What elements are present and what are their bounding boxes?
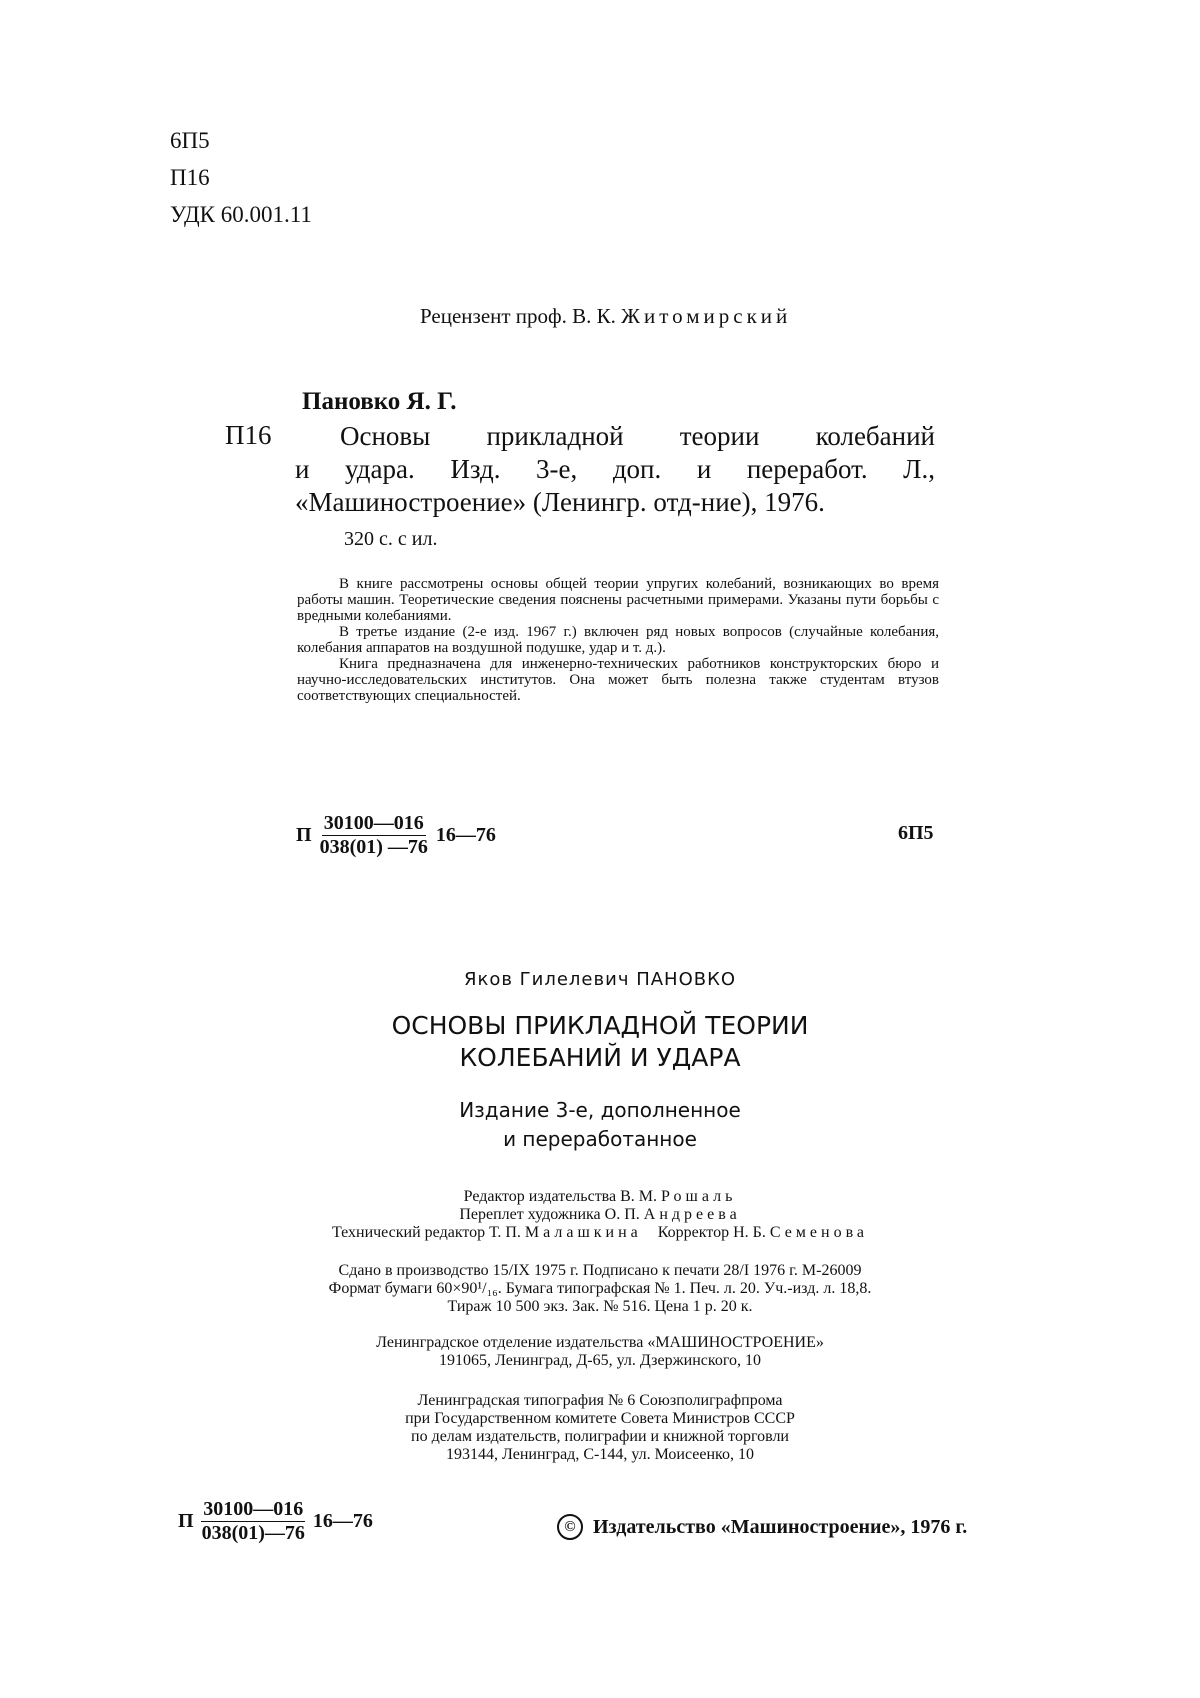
printer-line: по делам издательств, полиграфии и книжной торговли [411, 1428, 789, 1445]
index-code-bottom [178, 1498, 373, 1545]
publisher-address [0, 1334, 1200, 1370]
classification-codes [170, 122, 312, 233]
printer-line: Ленинградская типография № 6 Союзполиграфпрома [417, 1392, 783, 1409]
copyright-symbol: © [564, 1518, 576, 1535]
abstract-paragraph: В третье издание (2-е изд. 1967 г.) включен ряд новых вопросов (случайные колебания, колебания аппаратов на воздушной подушке, удар и т. д.). [297, 624, 939, 656]
edition-line-1: Издание 3-е, дополненное [459, 1098, 741, 1122]
abstract [297, 576, 939, 704]
card-pages: 320 с. с ил. [344, 528, 438, 550]
index-prefix: П [178, 1510, 194, 1532]
author-first-name: Яков Гилелевич [463, 969, 630, 990]
reviewer-line [420, 304, 791, 329]
publisher-line: 191065, Ленинград, Д-65, ул. Дзержинского, 10 [439, 1352, 761, 1369]
edition-line-2: и переработанное [503, 1127, 697, 1151]
credits [0, 1188, 1200, 1242]
printer-line: 193144, Ленинград, С-144, ул. Моисеенко, 10 [445, 1446, 755, 1463]
card-line-3: «Машиностроение» (Ленингр. отд-ние), 1976. [295, 487, 825, 517]
credit-cover [0, 1206, 1200, 1224]
abstract-paragraph: В книге рассмотрены основы общей теории упругих колебаний, возникающих во время работы машин. Теоретические сведения пояснены расчетными примерами. Указаны пути борьбы с вредными колебаниями. [297, 576, 939, 624]
author-mark: П16 [170, 165, 210, 190]
credit-cover-label: Переплет художника О. П. [459, 1206, 640, 1223]
bbk-code: 6П5 [170, 128, 210, 153]
printer-address [0, 1392, 1200, 1464]
index-prefix: П [296, 824, 312, 846]
imprint-line: Тираж 10 500 экз. Зак. № 516. Цена 1 р. 20 к. [447, 1298, 753, 1315]
credit-editor-label: Редактор издательства В. М. [463, 1188, 658, 1205]
title-line-1: ОСНОВЫ ПРИКЛАДНОЙ ТЕОРИИ [391, 1011, 809, 1040]
index-right-code: 6П5 [898, 822, 934, 844]
credit-cover-name: Андреева [643, 1206, 741, 1223]
author-last-name: ПАНОВКО [636, 969, 737, 990]
index-denominator: 038(01) —76 [319, 836, 428, 858]
index-fraction [318, 812, 430, 859]
card-line-1: Основы прикладной теории колебаний [340, 421, 935, 451]
printer-line: при Государственном комитете Совета Министров СССР [405, 1410, 795, 1427]
credit-editor [0, 1188, 1200, 1206]
index-numerator: 30100—016 [323, 812, 424, 834]
card-line-2: и удара. Изд. 3-е, доп. и переработ. Л., [295, 454, 935, 484]
copyright-text: Издательство «Машиностроение», 1976 г. [593, 1515, 968, 1538]
imprint [0, 1262, 1200, 1316]
index-denominator: 038(01)—76 [201, 1522, 305, 1544]
index-suffix: 16—76 [435, 824, 496, 846]
card-description [295, 420, 935, 519]
credit-tech-name: Малашкина [524, 1224, 642, 1241]
index-code-top [296, 812, 496, 859]
card-author: Пановко Я. Г. [302, 388, 457, 415]
credit-tech-label: Технический редактор Т. П. [331, 1224, 521, 1241]
card-code: П16 [225, 420, 272, 450]
title-line-2: КОЛЕБАНИЙ И УДАРА [459, 1043, 741, 1072]
credit-corrector-label: Корректор Н. Б. [657, 1224, 766, 1241]
credit-editor-name: Рошаль [661, 1188, 737, 1205]
imprint-line: Формат бумаги 60×90¹/₁₆. Бумага типографская № 1. Печ. л. 20. Уч.-изд. л. 18,8. [328, 1280, 872, 1297]
index-fraction [200, 1498, 307, 1545]
reviewer-prefix: Рецензент проф. В. К. [420, 304, 616, 328]
copyright [557, 1514, 967, 1540]
book-title [0, 1010, 1200, 1074]
index-numerator: 30100—016 [203, 1498, 304, 1520]
abstract-paragraph: Книга предназначена для инженерно-технических работников конструкторских бюро и научно-исследовательских институтов. Она может быть полезна также студентам втузов соответствующих специальностей. [297, 656, 939, 704]
edition [0, 1096, 1200, 1154]
copyright-icon [557, 1514, 583, 1540]
imprint-line: Сдано в производство 15/IX 1975 г. Подписано к печати 28/I 1976 г. М-26009 [338, 1262, 862, 1279]
title-author [0, 969, 1200, 990]
credit-corrector-name: Семенова [769, 1224, 869, 1241]
index-suffix: 16—76 [312, 1510, 373, 1532]
udc-code: УДК 60.001.11 [170, 202, 312, 227]
publisher-line: Ленинградское отделение издательства «МАШИНОСТРОЕНИЕ» [376, 1334, 824, 1351]
reviewer-name: Житомирский [621, 304, 792, 328]
credit-tech [0, 1224, 1200, 1242]
